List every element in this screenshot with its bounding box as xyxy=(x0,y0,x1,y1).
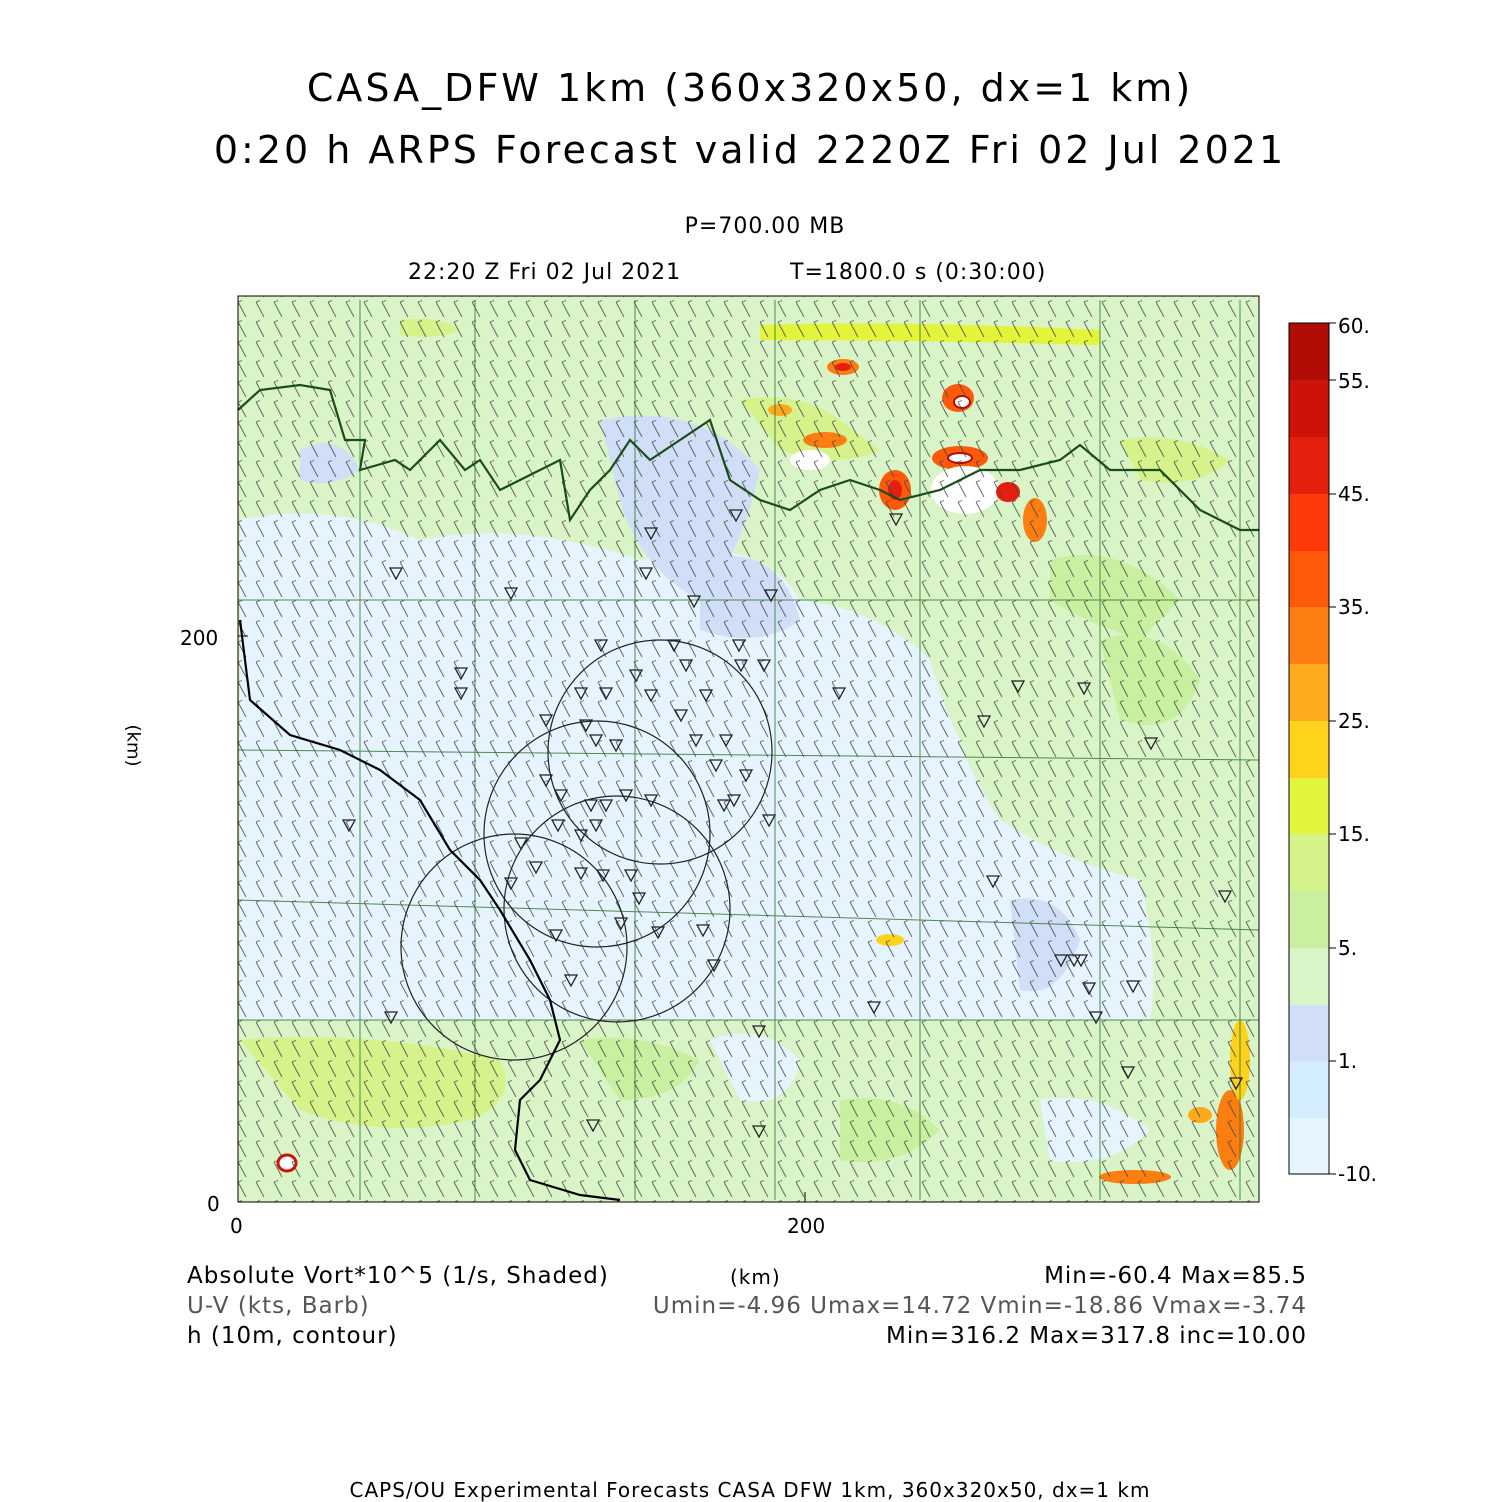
title-line-2: 0:20 h ARPS Forecast valid 2220Z Fri 02 Jul 2021 xyxy=(213,128,1287,172)
field3-stats: Min=316.2 Max=317.8 inc=10.00 xyxy=(886,1323,1307,1349)
footer: CAPS/OU Experimental Forecasts CASA DFW 1km, 360x320x50, dx=1 km xyxy=(349,1478,1151,1502)
field1-label: Absolute Vort*10^5 (1/s, Shaded) xyxy=(187,1263,609,1289)
colorbar-label: 60. xyxy=(1338,314,1370,338)
colorbar-label: 1. xyxy=(1338,1049,1358,1073)
valid-time: 22:20 Z Fri 02 Jul 2021 xyxy=(408,260,682,285)
y-tick-label: 200 xyxy=(180,626,219,650)
field2-stats: Umin=-4.96 Umax=14.72 Vmin=-18.86 Vmax=-3.74 xyxy=(652,1293,1307,1319)
colorbar xyxy=(1289,323,1336,1174)
colorbar-label: 5. xyxy=(1338,936,1358,960)
x-axis-label: (km) xyxy=(730,1265,781,1289)
field1-stats: Min=-60.4 Max=85.5 xyxy=(1044,1263,1307,1289)
colorbar-label: 55. xyxy=(1338,369,1370,393)
colorbar-label: 25. xyxy=(1338,709,1370,733)
model-time: T=1800.0 s (0:30:00) xyxy=(790,260,1047,285)
pressure-level: P=700.00 MB xyxy=(684,214,846,239)
x-tick-label: 0 xyxy=(230,1214,243,1238)
x-tick-label: 200 xyxy=(787,1214,826,1238)
y-tick-label: 0 xyxy=(207,1192,220,1216)
field3-label: h (10m, contour) xyxy=(187,1323,398,1349)
field2-label: U-V (kts, Barb) xyxy=(187,1293,370,1319)
title-line-1: CASA_DFW 1km (360x320x50, dx=1 km) xyxy=(306,66,1194,110)
colorbar-label: 45. xyxy=(1338,482,1370,506)
colorbar-label: 15. xyxy=(1338,822,1370,846)
y-axis-label: (km) xyxy=(122,724,144,767)
colorbar-label: 35. xyxy=(1338,595,1370,619)
vorticity-shading xyxy=(238,296,1259,1202)
colorbar-label: -10. xyxy=(1338,1162,1378,1186)
